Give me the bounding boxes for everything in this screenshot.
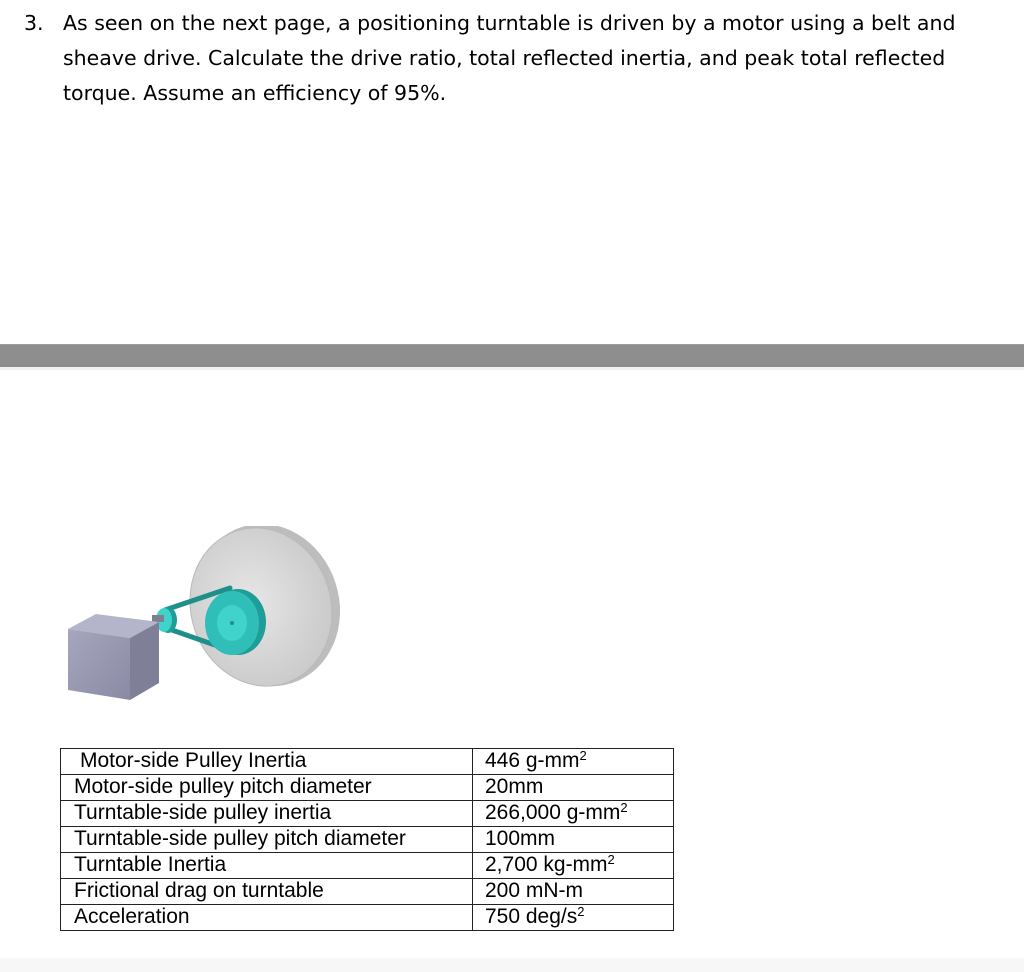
row-label: Frictional drag on turntable (61, 879, 473, 905)
row-value: 446 $g-mm^2$ (473, 749, 674, 775)
row-value: 2,700 $kg-mm^2$ (473, 853, 674, 879)
row-value: 100mm (473, 827, 674, 853)
question-text: As seen on the next page, a positioning turntable is driven by a motor using a belt and sheave drive. Calculate the drive ratio, total reflected inertia, and peak total reflected torque. Assume an efficiency of 95%. (63, 11, 956, 105)
table-row (61, 775, 674, 801)
table-row (61, 879, 674, 905)
table-row (61, 827, 674, 853)
motor-block (68, 614, 159, 700)
row-value: 20mm (473, 775, 674, 801)
row-label: Turntable-side pulley inertia (61, 801, 473, 827)
table-row (61, 801, 674, 827)
page-break-shadow (0, 367, 1024, 370)
table-row (61, 853, 674, 879)
row-label: Motor-side pulley pitch diameter (61, 775, 473, 801)
row-value: 200 mN-m (473, 879, 674, 905)
row-label: Turntable Inertia (61, 853, 473, 879)
turntable-drive-illustration (60, 526, 350, 736)
row-label: Turntable-side pulley pitch diameter (61, 827, 473, 853)
row-value: 750 deg/$s^2$ (473, 905, 674, 931)
page-break-bar (0, 344, 1024, 369)
page-bottom-gap (0, 958, 1024, 972)
row-label: Motor-side Pulley Inertia (61, 749, 473, 775)
row-value: 266,000 $g-mm^2$ (473, 801, 674, 827)
row-label: Acceleration (61, 905, 473, 931)
table-row (61, 905, 674, 931)
spec-table (60, 748, 674, 931)
table-row (61, 749, 674, 775)
question-number: 3. (24, 11, 44, 35)
motor-shaft (152, 615, 164, 622)
